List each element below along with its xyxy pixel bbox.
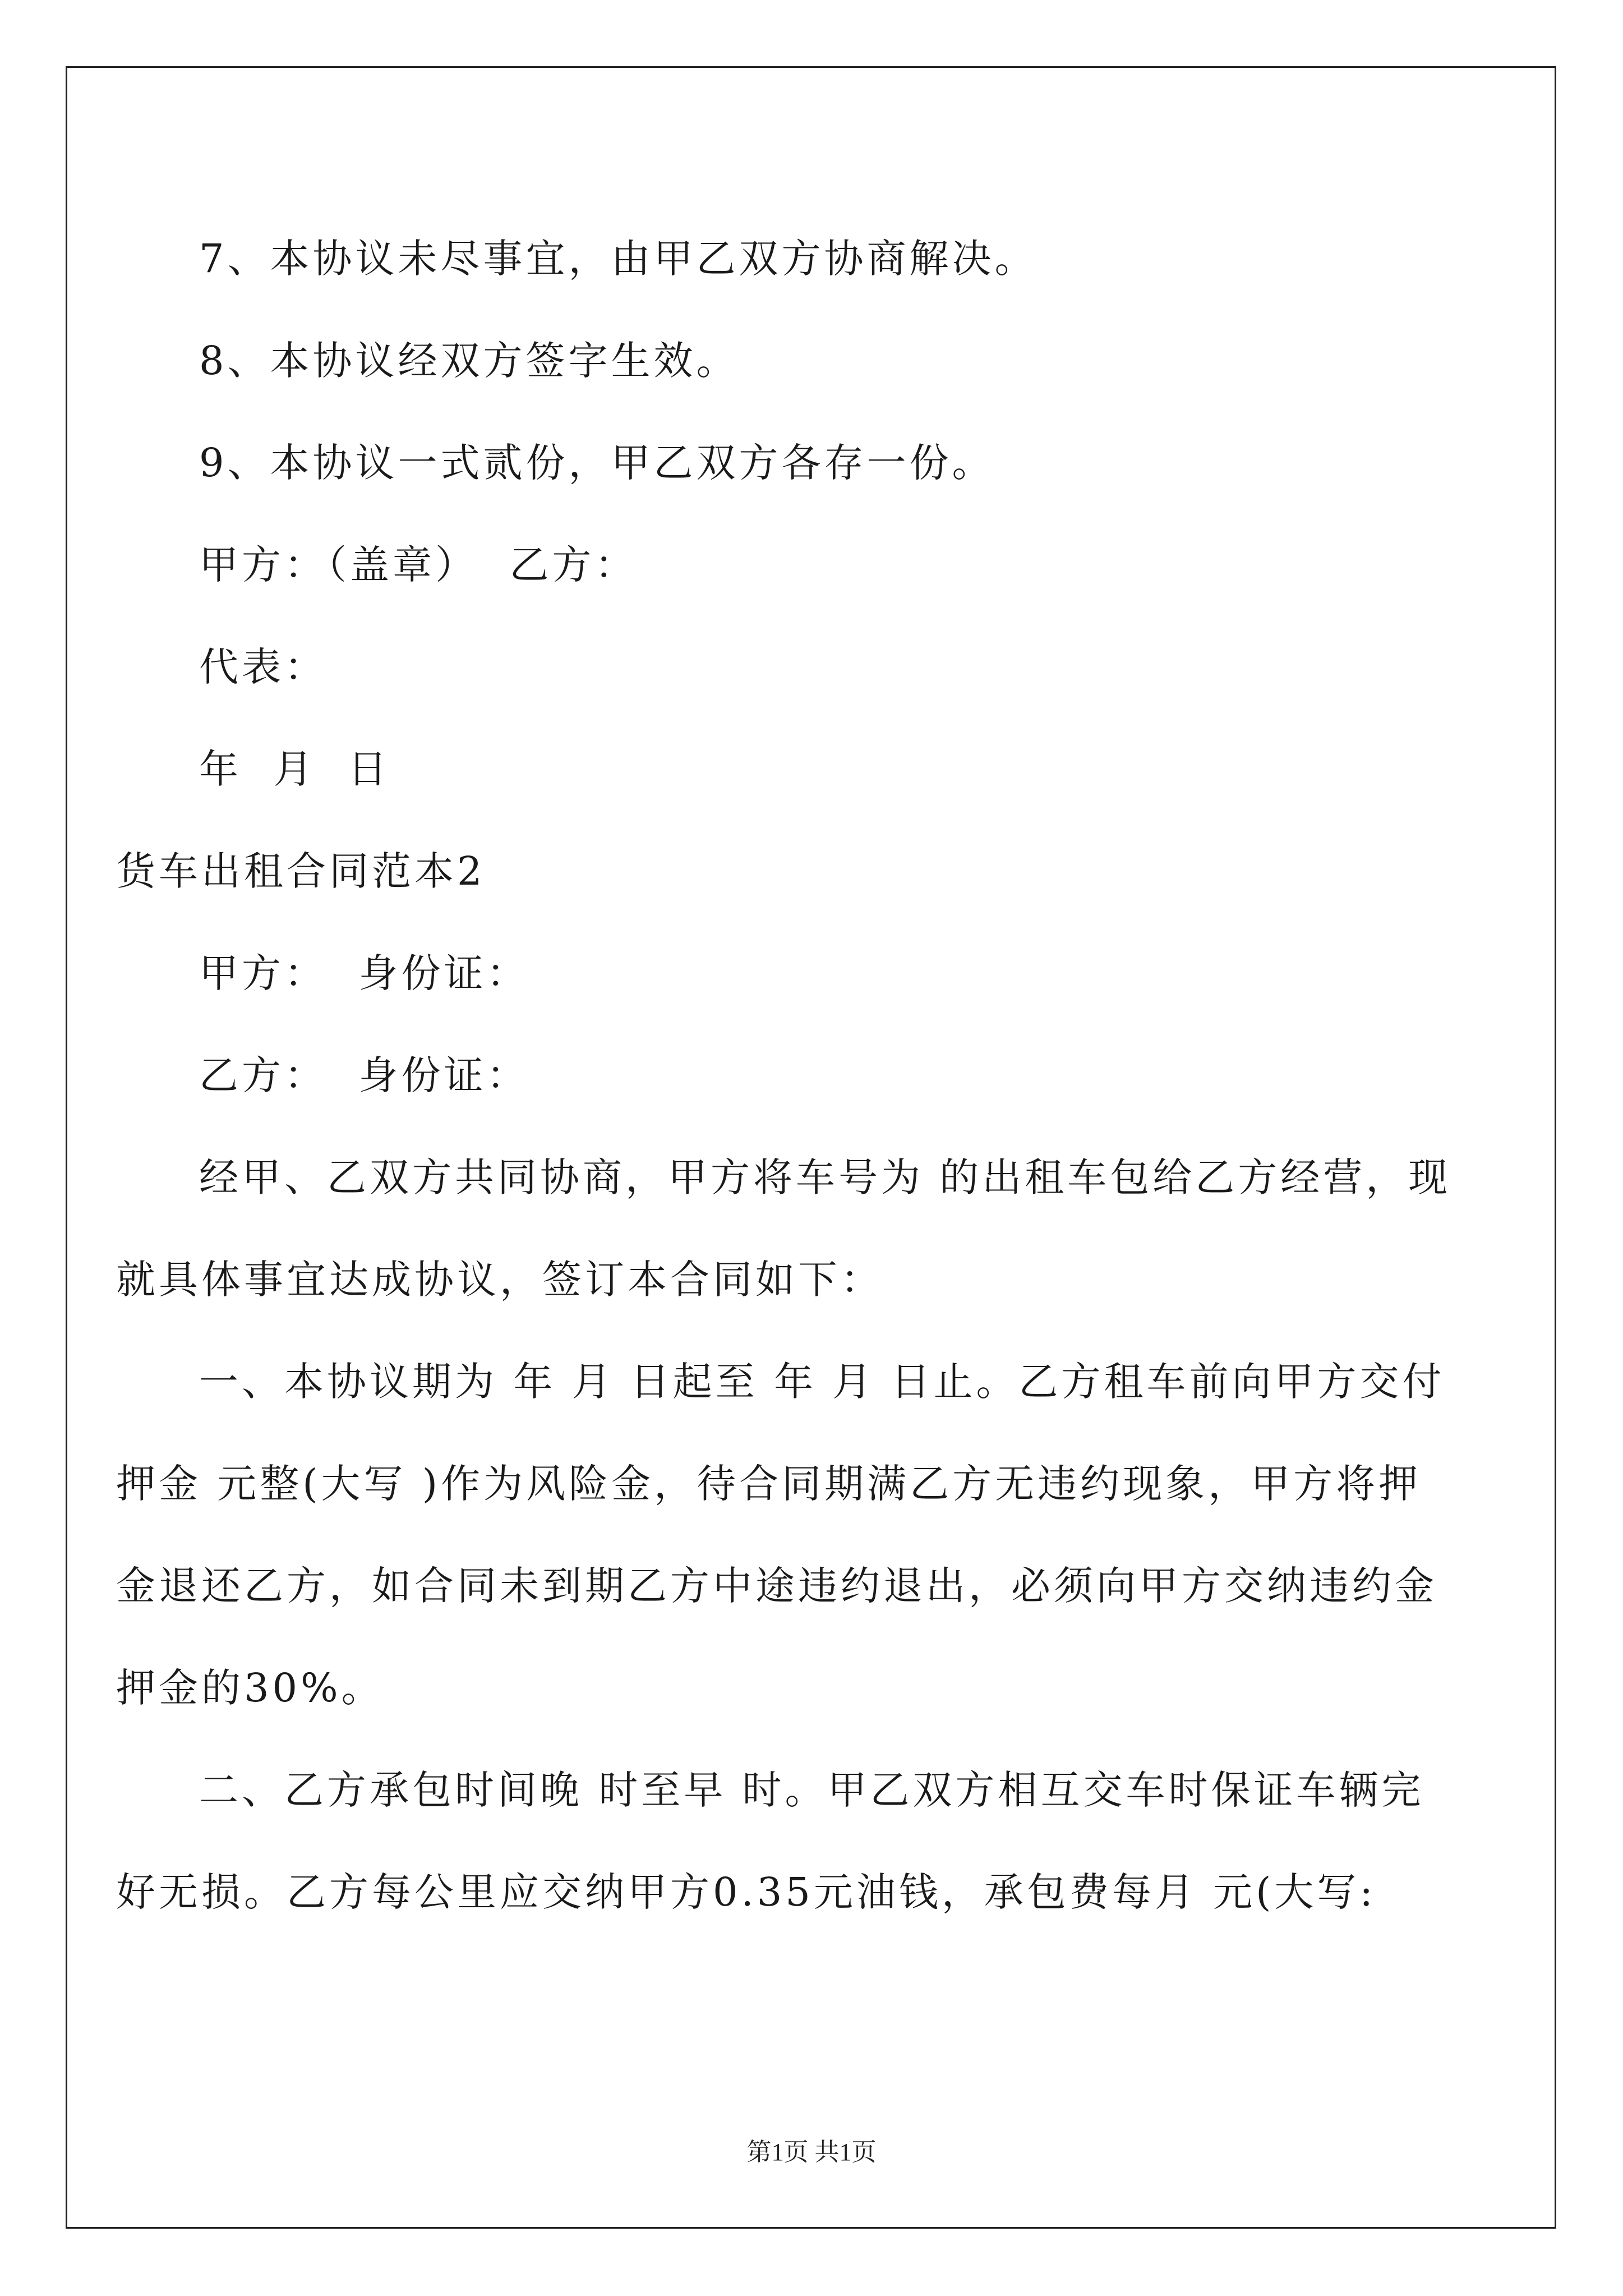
signature-line-representative: 代表： [199, 644, 327, 690]
party-a-line: 甲方： 身份证： [199, 950, 529, 996]
preamble-paragraph: 经甲、乙双方共同协商，甲方将车号为 的出租车包给乙方经营，现就具体事宜达成协议，签订本合同如下： [116, 1154, 1451, 1303]
signature-line-parties: 甲方：（盖章） 乙方： [199, 542, 638, 588]
document-body [199, 208, 1461, 820]
party-b-line: 乙方： 身份证： [199, 1052, 529, 1098]
page-footer: 第1页 共1页 [746, 2138, 877, 2166]
date-line: 年 月 日 [199, 746, 391, 792]
article-2-paragraph: 二、乙方承包时间晚 时至早 时。甲乙双方相互交车时保证车辆完好无损。乙方每公里应交纳甲方0.35元油钱，承包费每月 元(大写: [116, 1767, 1424, 1915]
article-1-paragraph: 一、本协议期为 年 月 日起至 年 月 日止。乙方租车前向甲方交付押金 元整(大写 )作为风险金，待合同期满乙方无违约现象，甲方将押金退还乙方，如合同未到期乙方中途违约退出，必须向甲方交纳违约金押金的30%。 [116, 1359, 1445, 1711]
clause-9: 9、本协议一式贰份，甲乙双方各存一份。 [199, 440, 995, 486]
clause-7: 7、本协议未尽事宜，由甲乙双方协商解决。 [199, 236, 1038, 282]
clause-8: 8、本协议经双方签字生效。 [199, 338, 739, 384]
section-title: 货车出租合同范本2 [116, 848, 486, 894]
section-2 [116, 820, 1461, 1943]
